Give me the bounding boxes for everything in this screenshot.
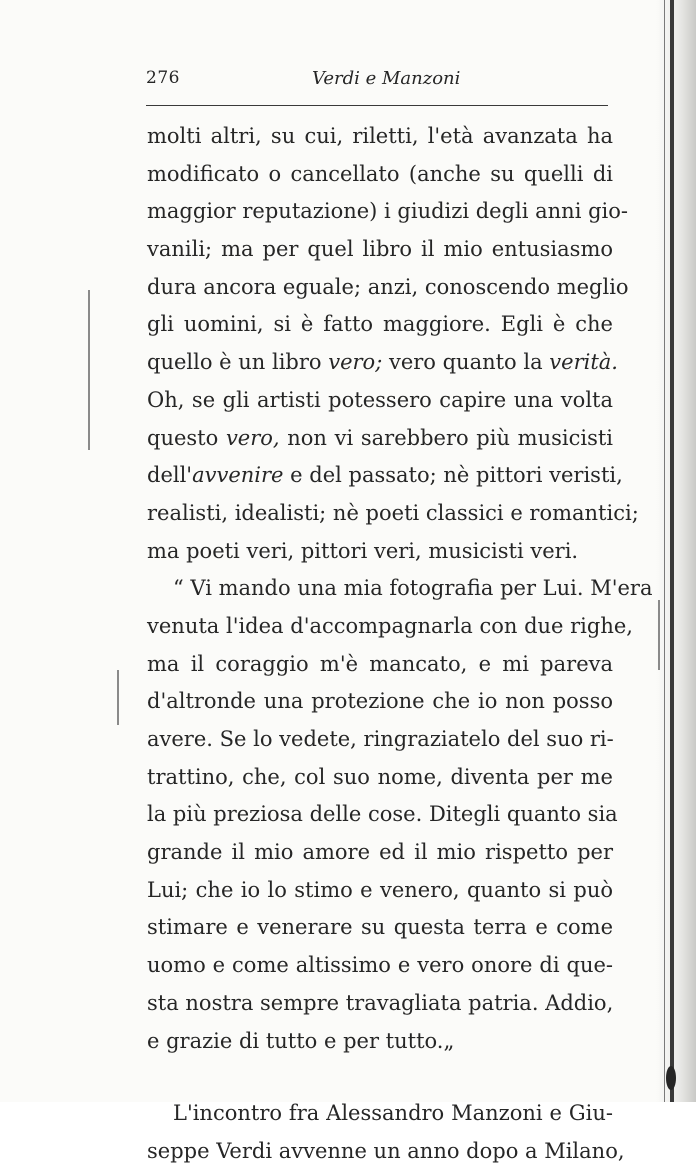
text-line: [147, 457, 623, 495]
running-header: [146, 66, 612, 94]
text-run: avere. Se lo vedete, ringraziatelo del suo ri-: [147, 727, 614, 751]
text-run: ma il coraggio m'è mancato, e mi pareva: [147, 651, 613, 676]
text-run: maggior reputazione) i giudizi degli anni gio-: [147, 199, 629, 224]
text-run: grande il mio amore ed il mio rispetto per: [147, 840, 613, 865]
text-line: [147, 118, 613, 156]
text-line: [147, 156, 613, 194]
text-line: [147, 608, 633, 646]
text-line: [147, 909, 613, 947]
text-run: dura ancora eguale; anzi, conoscendo meglio: [147, 274, 629, 299]
text-line: [147, 1095, 613, 1133]
text-line: [147, 193, 629, 231]
text-run: non vi sarebbero più musicisti: [279, 425, 614, 450]
paragraph: [147, 1095, 625, 1170]
text-line: [147, 1023, 613, 1061]
text-line: [147, 570, 653, 608]
paragraph: [147, 118, 639, 570]
paragraph-gap: [147, 1060, 613, 1095]
text-line: [147, 306, 613, 344]
binding-edge-thick-line: [670, 0, 674, 1102]
text-run: seppe Verdi avvenne un anno dopo a Milano,: [147, 1138, 625, 1163]
running-title: Verdi e Manzoni: [312, 68, 461, 89]
text-run: sta nostra sempre travagliata patria. Addio,: [147, 990, 614, 1015]
margin-pencil-mark: [88, 290, 90, 450]
text-run: gli uomini, si è fatto maggiore. Egli è che: [147, 312, 613, 337]
text-run: “ Vi mando una mia fotografia per Lui. M'era: [173, 576, 653, 601]
text-line: [147, 796, 618, 834]
text-run: questo: [147, 425, 226, 450]
text-run: modificato o cancellato (anche su quelli di: [147, 161, 613, 186]
page-number: 276: [146, 68, 180, 88]
ink-blot: [666, 1066, 676, 1090]
margin-pencil-mark: [658, 600, 660, 670]
text-line: [147, 495, 639, 533]
body-text: [147, 118, 653, 1171]
text-line: [147, 759, 613, 797]
text-run: molti altri, su cui, riletti, l'età avanzata ha: [147, 124, 613, 148]
book-binding-shadow: [656, 0, 696, 1102]
text-run: vero quanto la: [382, 350, 550, 375]
text-run: e del passato; nè pittori veristi,: [283, 463, 623, 488]
text-run: uomo e come altissimo e vero onore di que-: [147, 953, 613, 978]
text-line: [147, 683, 613, 721]
text-run: stimare e venerare su questa terra e come: [147, 915, 613, 940]
text-line: [147, 947, 613, 985]
text-run: trattino, che, col suo nome, diventa per me: [147, 764, 613, 789]
text-line: [147, 872, 613, 910]
binding-edge-line: [664, 0, 665, 1102]
text-line: [147, 1133, 625, 1171]
italic-run: vero,: [225, 425, 280, 450]
text-run: realisti, idealisti; nè poeti classici e romantici;: [147, 500, 639, 525]
italic-run: verità.: [549, 350, 618, 375]
text-run: quello è un libro: [147, 350, 329, 375]
text-line: [147, 834, 613, 872]
header-rule: [146, 105, 608, 106]
text-line: [147, 344, 618, 382]
text-run: venuta l'idea d'accompagnarla con due righe,: [147, 613, 633, 638]
text-line: [147, 533, 613, 571]
text-run: Oh, se gli artisti potessero capire una volta: [147, 387, 613, 412]
margin-pencil-mark: [117, 670, 119, 725]
text-run: ma poeti veri, pittori veri, musicisti veri.: [147, 538, 579, 563]
text-line: [147, 420, 613, 458]
text-run: e grazie di tutto e per tutto.„: [147, 1028, 455, 1053]
text-run: vanili; ma per quel libro il mio entusiasmo: [147, 237, 613, 262]
text-line: [147, 269, 629, 307]
text-run: Lui; che io lo stimo e venero, quanto si può: [147, 877, 613, 902]
text-run: d'altronde una protezione che io non posso: [147, 689, 613, 714]
text-run: dell': [147, 463, 193, 488]
text-line: [147, 721, 613, 759]
italic-run: vero;: [328, 350, 383, 375]
text-line: [147, 231, 613, 269]
text-line: [147, 382, 613, 420]
italic-run: avvenire: [192, 463, 284, 488]
text-run: la più preziosa delle cose. Ditegli quanto sia: [147, 802, 618, 827]
paragraph: [147, 570, 653, 1060]
text-line: [147, 646, 613, 684]
text-run: L'incontro fra Alessandro Manzoni e Giu-: [173, 1101, 613, 1126]
text-line: [147, 985, 613, 1023]
